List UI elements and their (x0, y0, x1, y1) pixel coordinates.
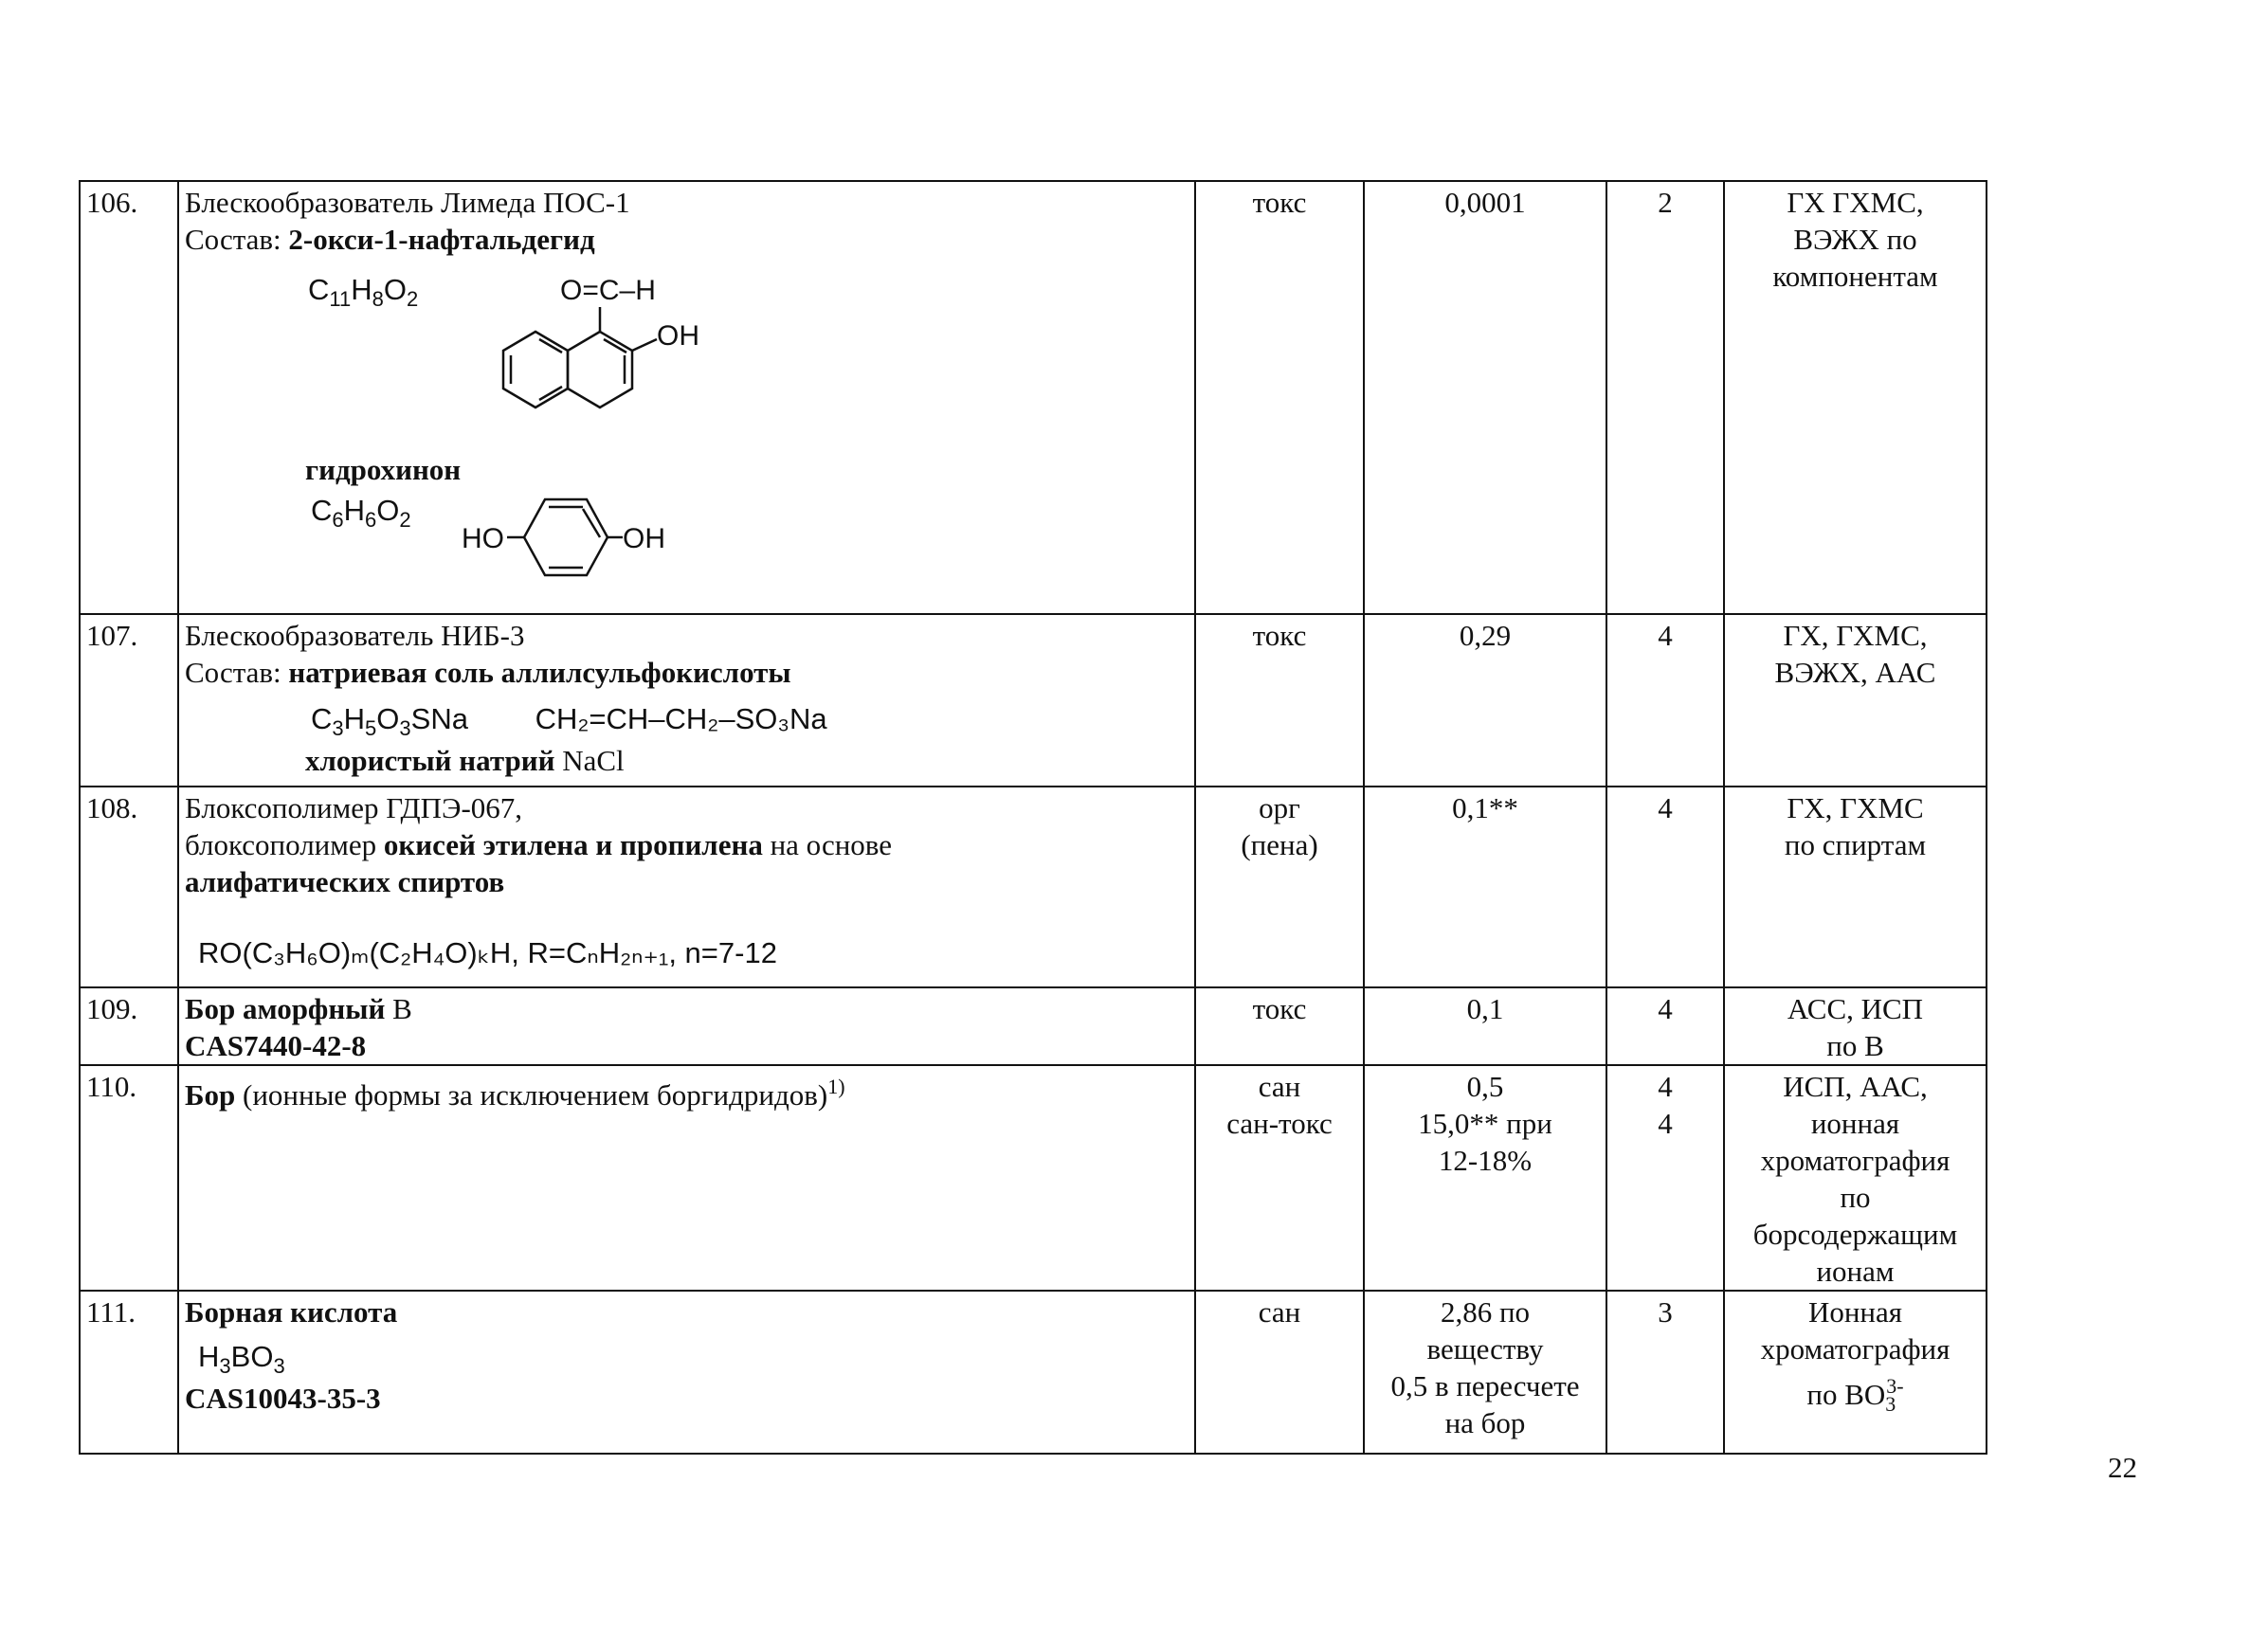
value-cell: 0,29 (1364, 614, 1606, 787)
substance-title: Бор (ионные формы за исключением боргидридов)$^{1)}$ (185, 1075, 845, 1112)
footnote-marker: 1) (827, 1075, 845, 1098)
molecular-formula: $C_{11}H_8O_2$ (308, 273, 419, 311)
cas-number: CAS10043-35-3 (185, 1382, 381, 1415)
table-row (80, 787, 1987, 987)
component-name: натриевая соль аллилсульфокислоты (288, 656, 791, 689)
substance-title: Блоксополимер ГДПЭ-067, (185, 791, 523, 824)
substance-title: Бор аморфный B (185, 992, 412, 1025)
component-name: хлористый натрий (305, 744, 555, 777)
substance-description (178, 787, 1195, 987)
class-cell: орг (пена) (1195, 787, 1364, 987)
hydroxyl-label: OH (657, 320, 699, 352)
naphthaldehyde-block (185, 258, 1188, 447)
substance-description (178, 1291, 1195, 1454)
hazard-cell: 3 (1606, 1291, 1724, 1454)
component-name: 2-окси-1-нафтальдегид (288, 223, 595, 256)
method-cell: ИСП, ААС, ионная хроматография по борсодержащим ионам (1724, 1065, 1987, 1291)
table-row (80, 614, 1987, 787)
row-number: 109. (80, 987, 178, 1065)
composition-line: Состав: натриевая соль аллилсульфокислоты (185, 656, 791, 689)
description-line: блоксополимер окисей этилена и пропилена на основе (185, 828, 893, 861)
value-cell: 2,86 по веществу 0,5 в пересчете на бор (1364, 1291, 1606, 1454)
substances-table (79, 180, 1987, 1455)
aldehyde-label: O=C–H (560, 275, 656, 306)
value-cell: 0,1** (1364, 787, 1606, 987)
value-cell: 0,0001 (1364, 181, 1606, 614)
cas-number: CAS7440-42-8 (185, 1029, 367, 1062)
table-row (80, 181, 1987, 614)
molecular-formula: $C_6H_6O_2$ (311, 494, 411, 532)
table-row (80, 987, 1987, 1065)
class-cell: сан (1195, 1291, 1364, 1454)
method-cell: ГХ, ГХМС, ВЭЖХ, ААС (1724, 614, 1987, 787)
row-number: 107. (80, 614, 178, 787)
table-row (80, 1065, 1987, 1291)
structural-formula: CH₂=CH–CH₂–SO₃Na (535, 702, 827, 735)
row-number: 106. (80, 181, 178, 614)
table-row (80, 1291, 1987, 1454)
method-cell: АСС, ИСП по В (1724, 987, 1987, 1065)
value-cell: 0,1 (1364, 987, 1606, 1065)
composition-line: Состав: 2-окси-1-нафтальдегид (185, 223, 595, 256)
class-cell: токс (1195, 614, 1364, 787)
method-cell: Ионная хроматография по $BO_3^{3-}$ (1724, 1291, 1987, 1454)
hazard-cell: 4 (1606, 787, 1724, 987)
substance-title: Блескообразователь НИБ-3 (185, 619, 525, 652)
general-formula: RO(C₃H₆O)ₘ(C₂H₄O)ₖH, R=CₙH₂ₙ₊₁, n=7-12 (198, 936, 777, 969)
hydroquinone-structure-icon (450, 488, 697, 592)
substance-description (178, 1065, 1195, 1291)
component-name: гидрохинон (305, 453, 462, 486)
class-cell: сан сан-токс (1195, 1065, 1364, 1291)
hydroxyl-right-label: OH (623, 523, 665, 554)
class-cell: токс (1195, 987, 1364, 1065)
method-cell: ГХ, ГХМС по спиртам (1724, 787, 1987, 987)
class-cell: токс (1195, 181, 1364, 614)
substance-title: Блескообразователь Лимеда ПОС-1 (185, 186, 630, 219)
molecular-formula: $H_3BO_3$ (198, 1340, 285, 1378)
naphthaldehyde-structure-icon (469, 265, 716, 447)
hazard-cell: 4 4 (1606, 1065, 1724, 1291)
hazard-cell: 4 (1606, 987, 1724, 1065)
component-line: хлористый натрий NaCl (305, 744, 625, 777)
substance-title: Борная кислота (185, 1295, 398, 1329)
description-line: алифатических спиртов (185, 865, 505, 898)
row-number: 111. (80, 1291, 178, 1454)
substance-description (178, 614, 1195, 787)
row-number: 110. (80, 1065, 178, 1291)
hazard-cell: 4 (1606, 614, 1724, 787)
page-number: 22 (2108, 1451, 2137, 1484)
molecular-formula: $C_3H_5O_3SNa$ CH₂=CH–CH₂–SO₃Na (311, 702, 827, 740)
hazard-cell: 2 (1606, 181, 1724, 614)
method-cell: ГХ ГХМС, ВЭЖХ по компонентам (1724, 181, 1987, 614)
substance-description (178, 987, 1195, 1065)
hydroxyl-left-label: HO (462, 523, 504, 554)
substance-description (178, 181, 1195, 614)
row-number: 108. (80, 787, 178, 987)
hydroquinone-block (185, 488, 1188, 592)
value-cell: 0,5 15,0** при 12-18% (1364, 1065, 1606, 1291)
